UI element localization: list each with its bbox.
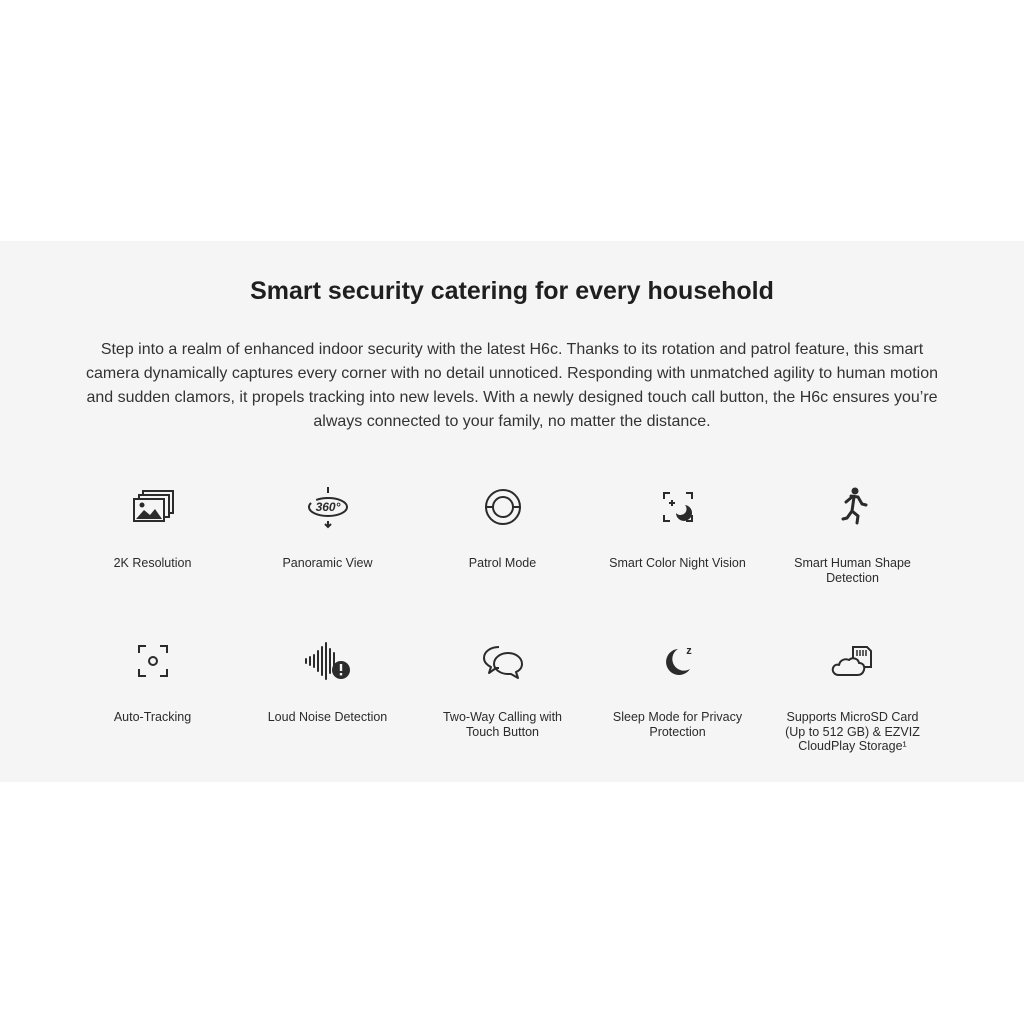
feature-auto-tracking xyxy=(65,637,240,725)
image-stack-icon xyxy=(129,483,177,531)
feature-loud-noise-detection xyxy=(240,637,415,725)
feature-sleep-mode xyxy=(590,637,765,739)
patrol-icon xyxy=(479,483,527,531)
360-view-icon xyxy=(304,483,352,531)
feature-label: Two-Way Calling with Touch Button xyxy=(442,710,562,739)
feature-night-vision xyxy=(590,483,765,571)
running-person-icon xyxy=(829,483,877,531)
feature-storage xyxy=(765,637,940,754)
feature-label: Auto-Tracking xyxy=(113,710,192,724)
sleep-icon-text: z xyxy=(685,645,692,657)
features-section xyxy=(0,241,1024,782)
feature-human-shape-detection xyxy=(765,483,940,585)
feature-label: Patrol Mode xyxy=(468,556,537,570)
feature-label: Smart Human Shape Detection xyxy=(794,556,911,585)
sound-alert-icon xyxy=(304,637,352,685)
feature-label: Loud Noise Detection xyxy=(267,710,388,724)
feature-label: Smart Color Night Vision xyxy=(609,556,746,570)
feature-label: Sleep Mode for Privacy Protection xyxy=(612,710,743,739)
360-icon-text: 360° xyxy=(315,500,340,514)
feature-label: Supports MicroSD Card (Up to 512 GB) & EZVIZ CloudPlay Storage¹ xyxy=(785,710,920,753)
feature-label: Panoramic View xyxy=(282,556,373,570)
moon-sleep-icon xyxy=(654,637,702,685)
section-description: Step into a realm of enhanced indoor security with the latest H6c. Thanks to its rotation and patrol feature, this smart camera dynamically captures every corner with no detail unnoticed. Responding with unmatched agility to human motion and sudden clamors, it propels tracking into new levels. With a newly designed touch call button, the H6c ensures you’re always connected to your family, no matter the distance. xyxy=(85,341,938,430)
chat-bubbles-icon xyxy=(479,637,527,685)
cloud-sd-card-icon xyxy=(829,637,877,685)
tracking-focus-icon xyxy=(129,637,177,685)
feature-grid xyxy=(65,241,940,782)
feature-two-way-calling xyxy=(415,637,590,739)
feature-label: 2K Resolution xyxy=(113,556,192,570)
feature-patrol-mode xyxy=(415,483,590,571)
feature-2k-resolution xyxy=(65,483,240,571)
section-title: Smart security catering for every household xyxy=(250,277,774,305)
feature-panoramic-view xyxy=(240,483,415,571)
night-vision-icon xyxy=(654,483,702,531)
